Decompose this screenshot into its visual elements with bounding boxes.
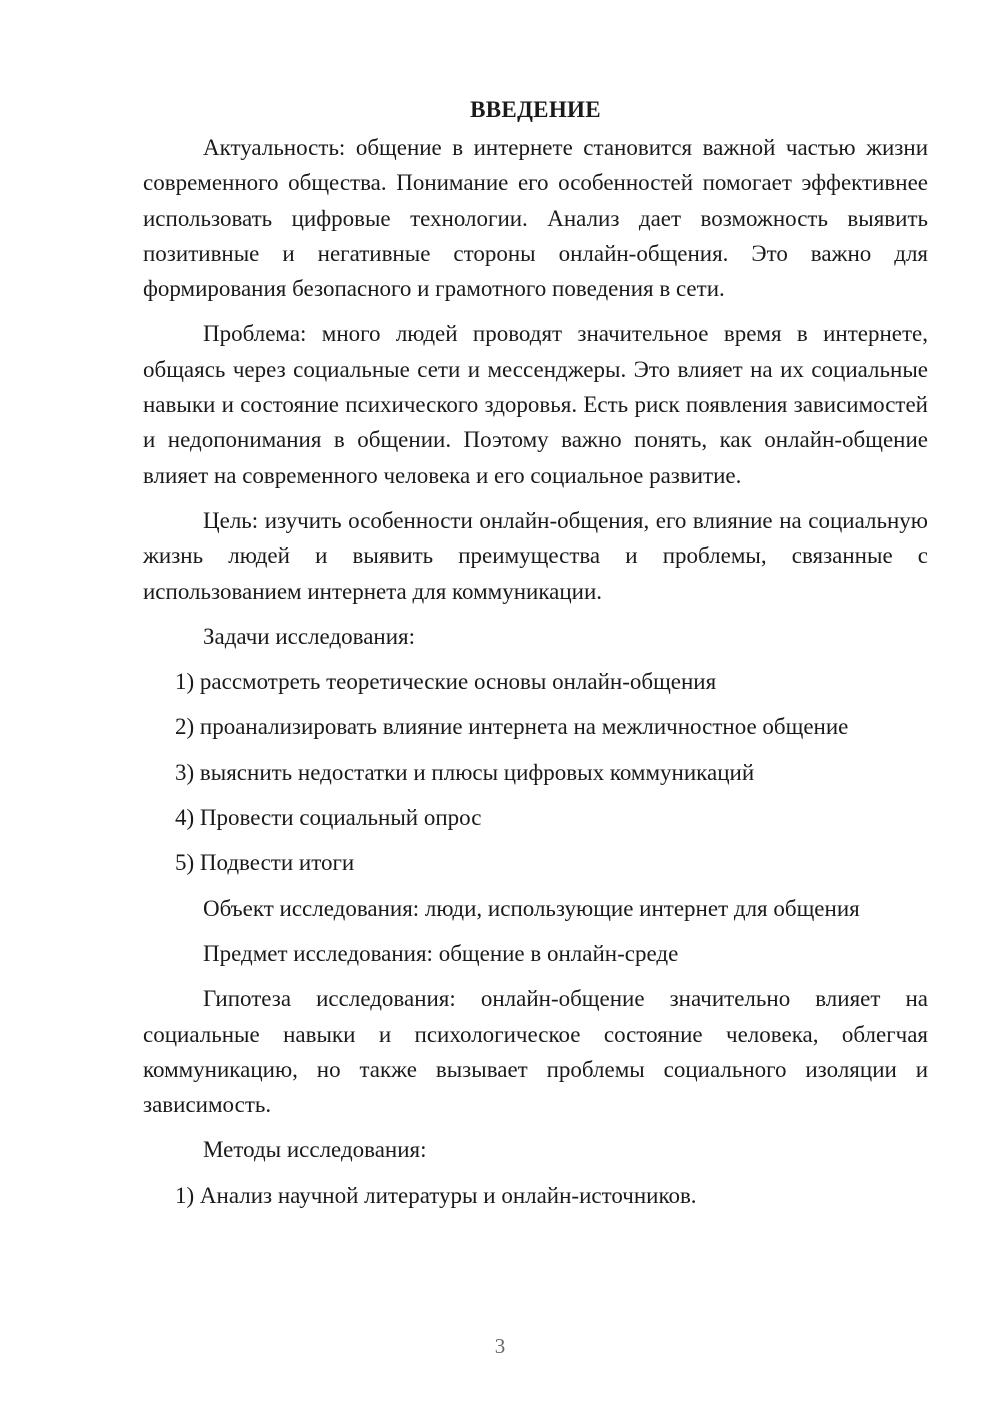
page-number: 3 [494, 1334, 506, 1358]
method-item: 1) Анализ научной литературы и онлайн-источников. [175, 1182, 697, 1208]
problem-paragraph: Проблема: много людей проводят значительное время в интернете, общаясь через социальные сети и мессенджеры. Это влияет на их социальные навыки и состояние психического здоровья. Есть риск появления зависимостей и недопонимания в общении. Поэтому важно понять, как онлайн-общение влияет на современного человека и его социальное развитие. [143, 321, 928, 488]
page-title: ВВЕДЕНИЕ [470, 97, 601, 122]
page-body [143, 92, 928, 1223]
relevance-paragraph: Актуальность: общение в интернете становится важной частью жизни современного общества. Понимание его особенностей помогает эффективнее использовать цифровые технологии. Анализ дает возможность выявить позитивные и негативные стороны онлайн-общения. Это важно для формирования безопасного и грамотного поведения в сети. [143, 135, 928, 302]
subject-line: Предмет исследования: общение в онлайн-среде [203, 940, 679, 966]
task-item: 4) Провести социальный опрос [175, 805, 482, 831]
methods-heading: Методы исследования: [203, 1137, 427, 1163]
hypothesis-paragraph: Гипотеза исследования: онлайн-общение значительно влияет на социальные навыки и психологическое состояние человека, облегчая коммуникацию, но также вызывает проблемы социального изоляции и зависимость. [143, 986, 928, 1118]
goal-paragraph: Цель: изучить особенности онлайн-общения, его влияние на социальную жизнь людей и выявить преимущества и проблемы, связанные с использованием интернета для коммуникации. [143, 507, 928, 604]
task-item: 1) рассмотреть теоретические основы онлайн-общения [175, 669, 717, 695]
object-line: Объект исследования: люди, использующие интернет для общения [203, 895, 860, 921]
task-item: 2) проанализировать влияние интернета на межличностное общение [175, 714, 849, 740]
tasks-heading: Задачи исследования: [203, 623, 416, 649]
task-item: 3) выяснить недостатки и плюсы цифровых коммуникаций [175, 759, 755, 785]
task-item: 5) Подвести итоги [175, 850, 355, 876]
